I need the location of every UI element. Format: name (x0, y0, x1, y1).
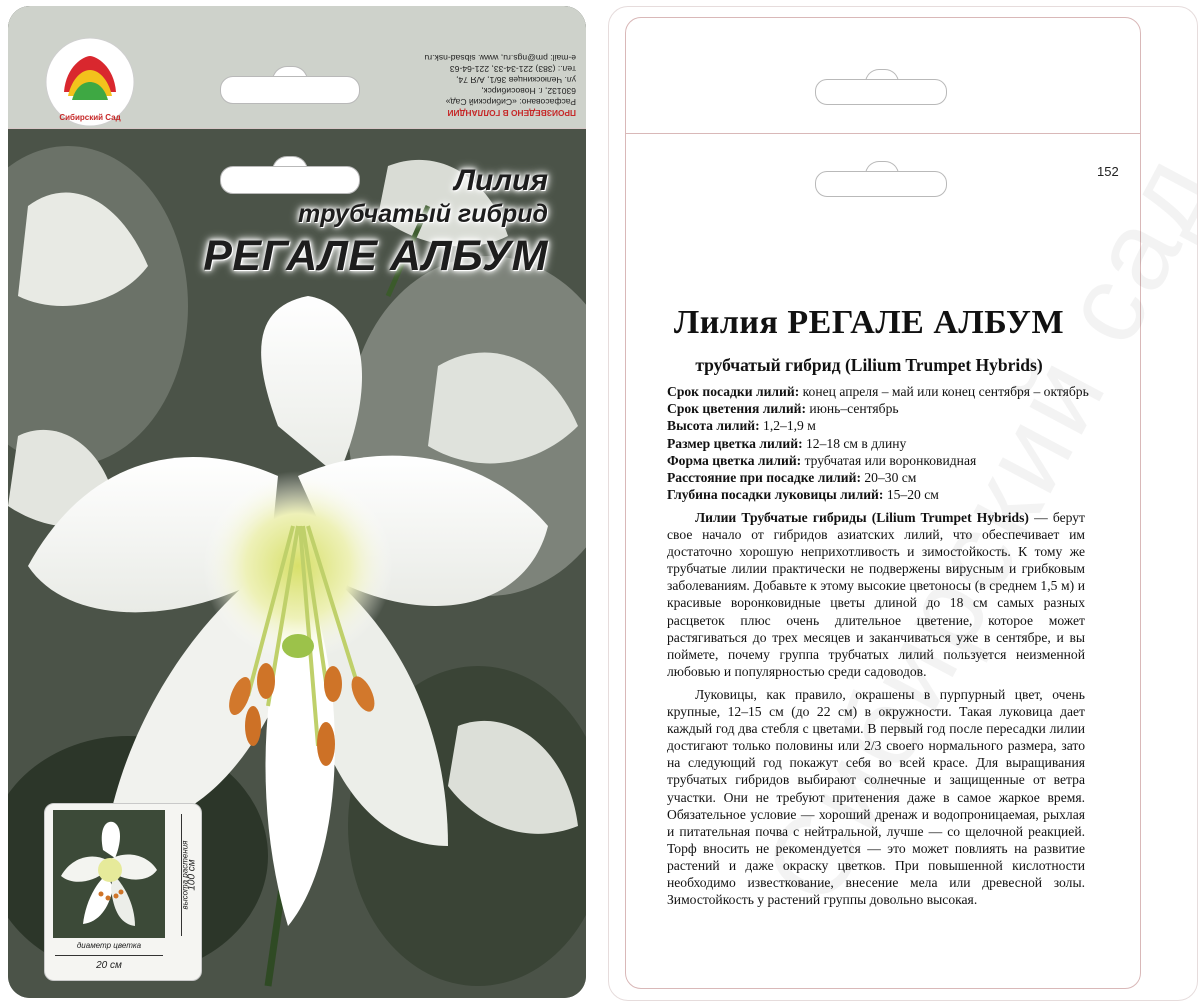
description (667, 509, 1085, 914)
logo-text: Сибирский Сад (59, 113, 121, 122)
height-label: высота растения (180, 840, 190, 910)
spec-value: июнь–сентябрь (806, 401, 899, 417)
brand-logo (44, 36, 136, 128)
spec-key: Размер цветка лилий: (667, 435, 803, 451)
spec-key: Высота лилий: (667, 418, 760, 434)
spec-row (667, 435, 1087, 452)
spec-value: конец апреля – май или конец сентября – октябрь (799, 384, 1089, 399)
packed-by: Расфасовано: «Сибирский Сад» (445, 97, 576, 107)
back-packet (608, 6, 1198, 1001)
spec-value: 12–18 см в длину (802, 435, 907, 451)
spec-value: 1,2–1,9 м (759, 418, 816, 434)
species-name: Лилия (454, 164, 548, 197)
description-paragraph-2: Луковицы, как правило, окрашены в пурпурный цвет, очень крупные, 12–15 см (до 22 см) в окружности. Такая луковица дает каждый год два стебля с цветами. В первый год после пересадки лилии достигают только половины или 2/3 своего нормального размера, зато на следующий год покажут себя во всей красе. Для выращивания трубчатых гибридов выбирают солнечные и защищенные от ветра участки. Они не требуют притенения даже в самое жаркое время. Обязательное условие — хороший дренаж и водопроницаемая, рыхлая и питательная почва с нейтральной, лучше — со щелочной реакцией. Торф вносить не рекомендуется — это может повлиять на развитие растений и даже окраску цветков. При повышенной кислотности необходимо известкование, внесение мела или древесной золы. Зимостойкость у растений группы довольно высокая. (667, 686, 1085, 908)
spec-key: Срок посадки лилий: (667, 384, 800, 399)
spec-row (667, 383, 1087, 400)
front-packet (8, 6, 586, 998)
made-in-label: ПРОИЗВЕДЕНО В ГОЛЛАНДИИ (447, 108, 576, 118)
hang-hole-slot (220, 76, 360, 104)
height-value-box (185, 812, 199, 938)
description-paragraph-1 (667, 509, 1085, 680)
address-line-2: ул. Челюскинцев 36/1, А/Я 74, (456, 75, 576, 85)
height-value: 100 см (186, 859, 198, 891)
specs-list (667, 383, 1087, 503)
diameter-label: диаметр цветка (76, 941, 142, 950)
diameter-value: 20 см (96, 960, 122, 971)
variety-name: РЕГАЛЕ АЛБУМ (203, 232, 548, 280)
group-name: трубчатый гибрид (298, 200, 548, 228)
contacts-line: e-mail: pm@ngs.ru, www. sibsad-nsk.ru (424, 53, 576, 63)
spec-value: 15–20 см (883, 487, 939, 503)
spec-row (667, 452, 1087, 469)
producer-info (376, 36, 576, 118)
spec-value: 20–30 см (860, 470, 917, 486)
hang-hole-slot (815, 79, 947, 105)
spec-row (667, 400, 1087, 417)
diameter-arrow (55, 955, 163, 956)
fold-line (625, 133, 1141, 134)
back-title: Лилия РЕГАЛЕ АЛБУМ (673, 304, 1065, 341)
size-card-photo (53, 810, 165, 938)
spec-key: Расстояние при посадке лилий: (667, 470, 861, 486)
fold-line (8, 128, 586, 129)
para1-lead: Лилии Трубчатые гибриды (Lilium Trumpet Hybrids) (695, 510, 1029, 525)
spec-row (667, 417, 1087, 434)
spec-row (667, 469, 1087, 486)
address-line-1: 630132, г. Новосибирск, (481, 86, 576, 96)
size-card (44, 803, 202, 981)
back-subtitle: трубчатый гибрид (Lilium Trumpet Hybrids) (695, 355, 1043, 375)
front-title (203, 164, 548, 282)
hang-hole-slot (815, 171, 947, 197)
spec-key: Форма цветка лилий: (667, 452, 802, 468)
spec-key: Срок цветения лилий: (667, 401, 807, 417)
spec-row (667, 486, 1087, 503)
page-number: 152 (1097, 164, 1119, 179)
phone-line: тел.: (383) 221-34-33, 221-64-63 (449, 64, 576, 74)
spec-key: Глубина посадки луковицы лилий: (667, 487, 884, 503)
spec-value: трубчатая или воронковидная (801, 452, 977, 468)
para1-text: — берут свое начало от гибридов азиатских лилий, что обеспечивает им достаточно хорошую неприхотливость и зимостойкость. К тому же трубчатые лилии практически не подвержены вирусным и грибковым заболеваниям. Добавьте к этому высокие цветоносы (в среднем 1,5 м) и красивые воронковидные цветы длиной до 18 см самых разных расцветок плюс очень длительное цветение, которое может растягиваться до трех месяцев и заканчиваться уже в сентябре, и вы поймете, почему группа трубчатых лилий пользуется неизменной любовью и популярностью среди садоводов. (667, 510, 1085, 679)
